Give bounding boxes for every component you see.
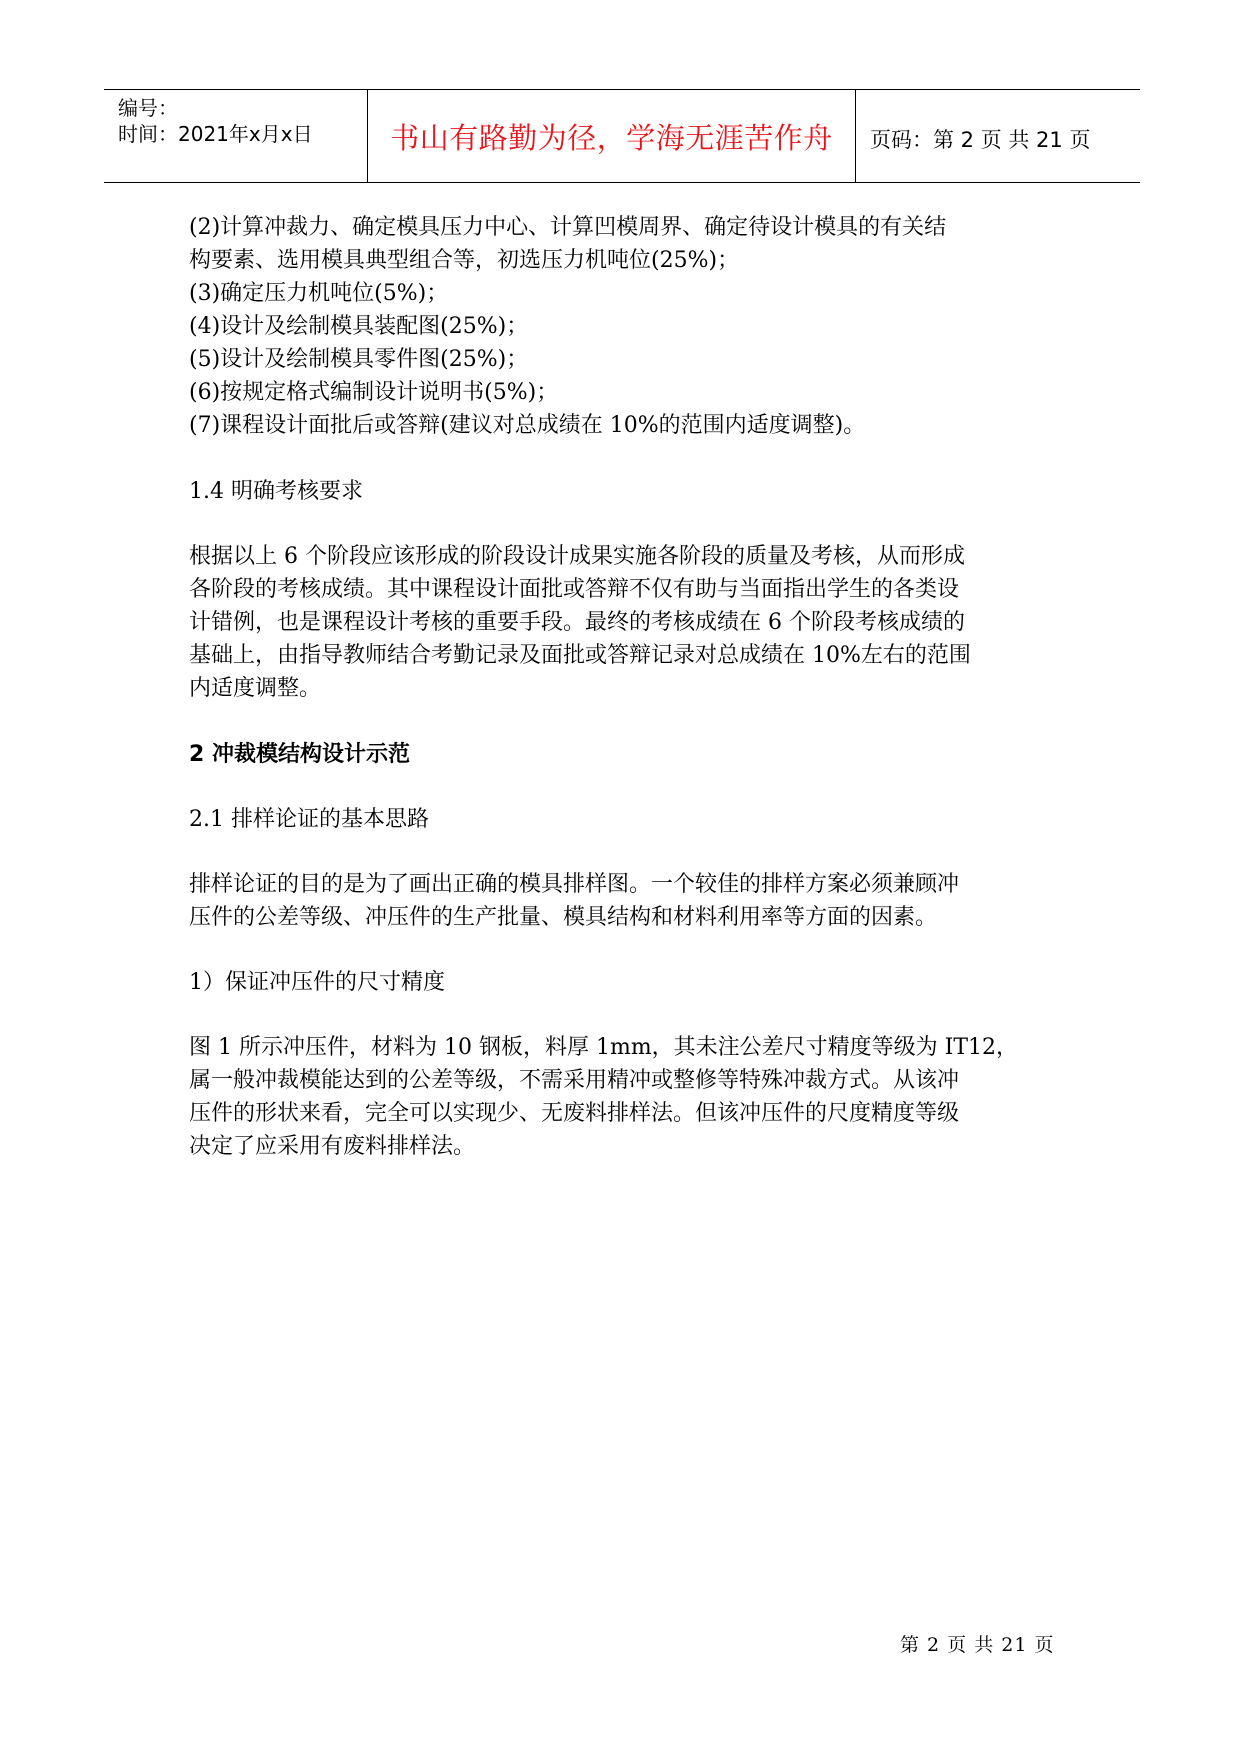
- list-line: (6)按规定格式编制设计说明书(5%)；: [189, 380, 559, 405]
- list-line: 构要素、选用模具典型组合等，初选压力机吨位(25%)；: [189, 248, 740, 273]
- section-heading: 2.1 排样论证的基本思路: [189, 807, 429, 832]
- header-meta-cell: [104, 90, 368, 182]
- paragraph-line: 图 1 所示冲压件，材料为 10 钢板，料厚 1mm，其未注公差尺寸精度等级为 IT12，: [189, 1035, 1019, 1060]
- list-line: (3)确定压力机吨位(5%)；: [189, 281, 449, 306]
- paragraph-line: 决定了应采用有废料排样法。: [189, 1134, 476, 1159]
- list-line: (2)计算冲裁力、确定模具压力中心、计算凹模周界、确定待设计模具的有关结: [189, 215, 947, 240]
- header-page-label: 页码：第 2 页 共 21 页: [870, 128, 1091, 152]
- paragraph-line: 基础上，由指导教师结合考勤记录及面批或答辩记录对总成绩在 10%左右的范围: [189, 643, 971, 668]
- footer-page-number: 第 2 页 共 21 页: [900, 1634, 1055, 1656]
- document-header: [104, 89, 1140, 183]
- paragraph-line: 排样论证的目的是为了画出正确的模具排样图。一个较佳的排样方案必须兼顾冲: [189, 872, 960, 897]
- list-line: (5)设计及绘制模具零件图(25%)；: [189, 347, 529, 372]
- document-time-label: 时间：2021年x月x日: [118, 122, 313, 146]
- list-line: (4)设计及绘制模具装配图(25%)；: [189, 314, 529, 339]
- document-number-label: 编号：: [118, 96, 178, 120]
- paragraph-line: 属一般冲裁模能达到的公差等级，不需采用精冲或整修等特殊冲裁方式。从该冲: [189, 1068, 960, 1093]
- paragraph-line: 内适度调整。: [189, 676, 322, 701]
- list-line: (7)课程设计面批后或答辩(建议对总成绩在 10%的范围内适度调整)。: [189, 413, 866, 438]
- paragraph-line: 计错例，也是课程设计考核的重要手段。最终的考核成绩在 6 个阶段考核成绩的: [189, 610, 965, 635]
- header-motto-cell: [368, 90, 856, 182]
- paragraph-line: 压件的形状来看，完全可以实现少、无废料排样法。但该冲压件的尺度精度等级: [189, 1101, 960, 1126]
- subsection-heading: 1）保证冲压件的尺寸精度: [189, 970, 445, 995]
- paragraph-line: 压件的公差等级、冲压件的生产批量、模具结构和材料利用率等方面的因素。: [189, 905, 938, 930]
- header-motto: 书山有路勤为径，学海无涯苦作舟: [390, 121, 833, 155]
- header-page-cell: [856, 90, 1140, 182]
- section-heading: 1.4 明确考核要求: [189, 479, 363, 504]
- chapter-heading: 2 冲裁模结构设计示范: [189, 742, 410, 767]
- paragraph-line: 根据以上 6 个阶段应该形成的阶段设计成果实施各阶段的质量及考核，从而形成: [189, 544, 965, 569]
- paragraph-line: 各阶段的考核成绩。其中课程设计面批或答辩不仅有助与当面指出学生的各类设: [189, 577, 960, 602]
